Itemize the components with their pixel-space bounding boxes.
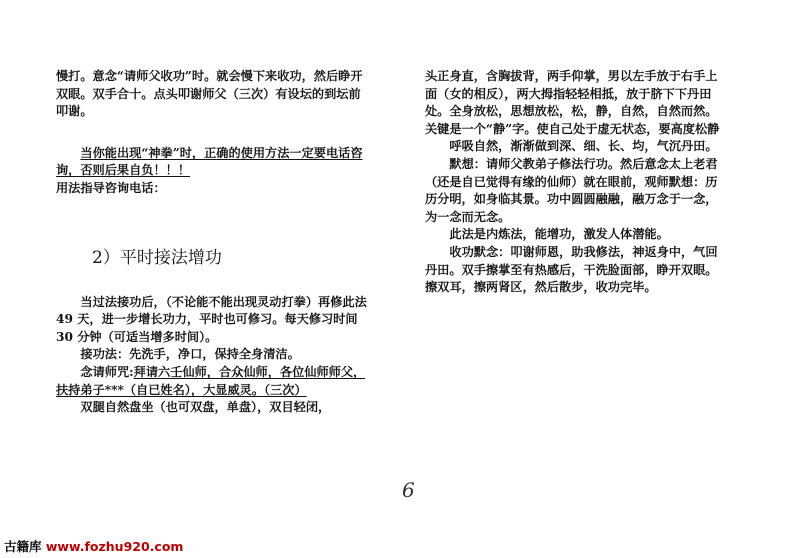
mantra-prefix: 念请师咒: (80, 364, 134, 379)
mantra-text: 拜请六壬仙师，合众仙师，各位仙师师父，扶持弟子***（自已姓名），大显威灵。（三次） (56, 364, 366, 397)
footer-site-name: 古籍库 (4, 539, 42, 554)
footer-site-domain: www.fozhu920.com (45, 539, 184, 554)
page-number: 6 (402, 478, 415, 502)
right-paragraph-4: 此法是内炼法，能增功，激发人体潜能。 (449, 227, 669, 242)
left-paragraph-7: 双腿自然盘坐（也可双盘，单盘），双目轻闭， (80, 400, 331, 415)
right-paragraph-1: 头正身直，含胸拔背，两手仰掌，男以左手放于右手上面（女的相反），两大拇指轻轻相抵，放于脐下下丹田处。全身放松，思想放松，松，静，自然，自然而然。关键是一个“静”字。使自己处于虚无状态，要高度松静 (425, 69, 720, 136)
left-column (56, 68, 368, 417)
left-paragraph-3-phone: 用法指导咨询电话： (56, 180, 166, 195)
left-paragraph-2-warning: 当你能出现“神拳”时，正确的使用方法一定要电话咨询，否则后果自负！！！ (56, 145, 363, 178)
right-paragraph-3: 默想：请师父教弟子修法行功。然后意念太上老君（还是自已觉得有缘的仙师）就在眼前，观师默想：历历分明，如身临其景。功中圆圆融融，融万念于一念，为一念而无念。 (425, 156, 718, 224)
left-paragraph-1: 慢打。意念“请师父收功”时。就会慢下来收功，然后睁开双眼。双手合十。点头叩谢师父（三次）有设坛的到坛前叩谢。 (56, 69, 363, 119)
section-heading: 2）平时接法增功 (92, 247, 222, 268)
right-paragraph-5: 收功默念：叩谢师恩，助我修法，神返身中，气回丹田。双手擦掌至有热感后，干洗脸面部，睁开双眼。擦双耳，擦两肾区，然后散步，收功完毕。 (425, 244, 718, 295)
right-column (425, 68, 725, 297)
watermark-footer (4, 537, 183, 555)
right-paragraph-2: 呼吸自然，渐渐做到深、细、长、均，气沉丹田。 (449, 139, 718, 154)
left-paragraph-5: 接功法：先洗手，净口，保持全身清洁。 (80, 347, 300, 362)
left-paragraph-6-mantra (56, 364, 368, 399)
left-paragraph-4: 当过法接功后，（不论能不能出现灵动打拳）再修此法 49 天，进一步增长功力，平时也可修习。每天修习时间 30 分钟（可适当增多时间）。 (56, 294, 367, 344)
